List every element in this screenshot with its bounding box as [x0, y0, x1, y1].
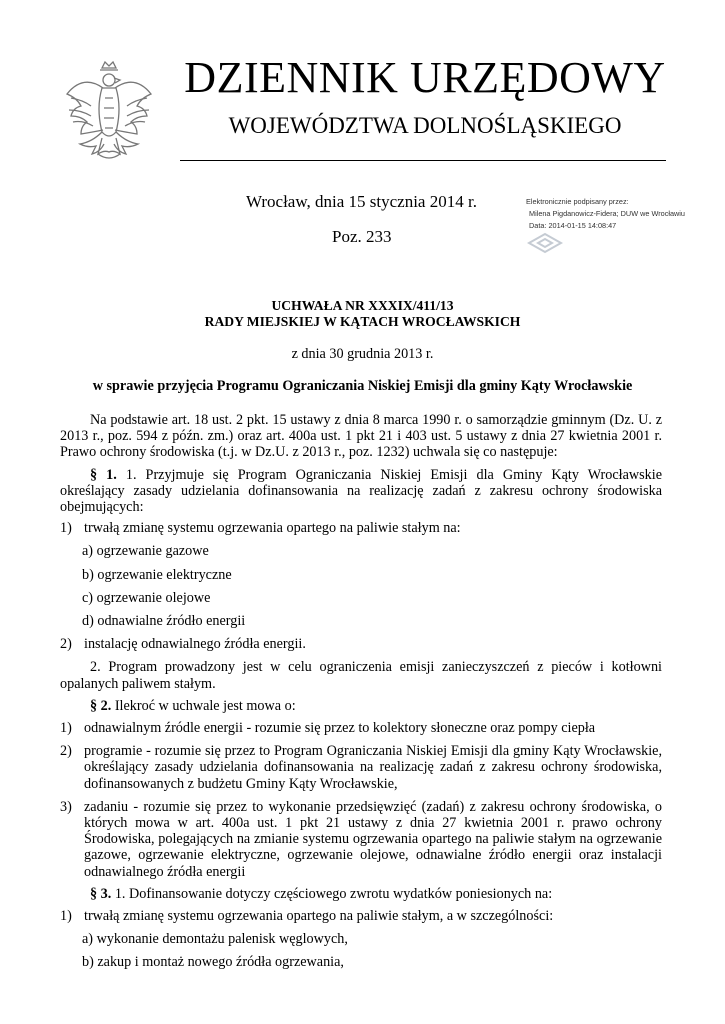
list-subitem: b) ogrzewanie elektryczne	[82, 566, 232, 583]
list-text: trwałą zmianę systemu ogrzewania opartego na paliwie stałym, a w szczególności:	[84, 908, 554, 925]
publication-date: Wrocław, dnia 15 stycznia 2014 r.	[246, 192, 477, 211]
list-number: 2)	[60, 636, 72, 653]
position-number: Poz. 233	[332, 227, 392, 246]
electronic-signature-block	[526, 196, 722, 232]
eagle-emblem-icon	[62, 58, 156, 166]
list-number: 1)	[60, 908, 72, 925]
list-subitem: a) ogrzewanie gazowe	[82, 543, 209, 560]
section-2-text: Ilekroć w uchwale jest mowa o:	[111, 697, 296, 714]
signature-watermark-icon	[527, 232, 563, 254]
list-number: 3)	[60, 798, 72, 815]
section-2-label: § 2.	[90, 697, 112, 714]
list-subitem: b) zakup i montaż nowego źródła ogrzewania,	[82, 954, 344, 971]
signature-line-1: Elektronicznie podpisany przez:	[526, 197, 629, 206]
section-1-paragraph-2: 2. Program prowadzony jest w celu ograniczenia emisji zanieczyszczeń z pieców i kotłowni opalanych paliwem stałym.	[60, 659, 662, 692]
preamble: Na podstawie art. 18 ust. 2 pkt. 15 ustawy z dnia 8 marca 1990 r. o samorządzie gminnym (Dz. U. z 2013 r., poz. 594 z późn. zm.) oraz art. 400a ust. 1 pkt 21 i 403 ust. 5 ustawy z dnia 27 kwietnia 2001 r. Prawo ochrony środowiska (t.j. w Dz.U. z 2013 r., poz. 1232) uchwala się co następuje:	[60, 412, 662, 461]
list-text: instalację odnawialnego źródła energii.	[84, 636, 306, 653]
list-item	[10, 520, 662, 536]
list-number: 2)	[60, 743, 72, 760]
list-text: programie - rozumie się przez to Program Ograniczania Niskiej Emisji dla gminy Kąty Wrocławskie, określający zasady udzielania dofinansowania na realizację zadań z zakresu ochrony środowiska, dofinansowanych z budżetu Gminy Kąty Wrocławskie,	[84, 743, 662, 792]
resolution-date: z dnia 30 grudnia 2013 r.	[291, 346, 434, 362]
list-subitem: c) ogrzewanie olejowe	[82, 589, 211, 606]
list-text: trwałą zmianę systemu ogrzewania opartego na paliwie stałym na:	[84, 520, 461, 537]
list-item	[10, 908, 662, 924]
signature-line-3: Data: 2014-01-15 14:08:47	[529, 221, 617, 230]
resolution-body	[60, 412, 662, 971]
list-subitem: a) wykonanie demontażu palenisk węglowych,	[82, 931, 348, 948]
section-2-intro	[60, 698, 662, 714]
signature-line-2: Milena Pigdanowicz-Fidera; DUW we Wrocławiu	[529, 209, 685, 218]
list-subitem: d) odnawialne źródło energii	[82, 613, 246, 630]
section-1-paragraph-1	[60, 467, 662, 516]
list-item	[10, 743, 662, 792]
resolution-council: RADY MIEJSKIEJ W KĄTACH WROCŁAWSKICH	[204, 314, 521, 329]
journal-title: DZIENNIK URZĘDOWY	[184, 53, 666, 102]
list-text: odnawialnym źródle energii - rozumie się przez to kolektory słoneczne oraz pompy ciepła	[84, 720, 596, 737]
section-3-label: § 3.	[90, 885, 112, 902]
section-1-text: 1. Przyjmuje się Program Ograniczania Niskiej Emisji dla Gminy Kąty Wrocławskie określający zasady udzielania dofinansowania na realizację zadań z zakresu ochrony środowiska obejmujących:	[60, 466, 662, 516]
list-number: 1)	[60, 720, 72, 737]
list-text: zadaniu - rozumie się przez to wykonanie przedsięwzięć (zadań) z zakresu ochrony środowiska, o których mowa w art. 400a ust. 1 pkt 21 ustawy z dnia 27 kwietnia 2001 r. prawo ochrony Środowiska, polegających na zmianie systemu ogrzewania opartego na paliwie stałym na ogrzewanie gazowe, ogrzewanie elektryczne, ogrzewanie olejowe, odnawialne źródło energii oraz instalacji odnawialnego źródła energii	[84, 798, 662, 880]
list-item	[10, 720, 662, 736]
list-number: 1)	[60, 520, 72, 537]
section-3-intro	[60, 886, 662, 902]
resolution-number: UCHWAŁA NR XXXIX/411/13	[271, 298, 454, 313]
header-divider	[180, 160, 666, 161]
list-item	[10, 799, 662, 880]
resolution-subject: w sprawie przyjęcia Programu Ograniczania Niskiej Emisji dla gminy Kąty Wrocławskie	[92, 378, 633, 394]
section-1-label: § 1.	[90, 466, 117, 483]
journal-subtitle: WOJEWÓDZTWA DOLNOŚLĄSKIEGO	[228, 113, 622, 138]
list-item	[10, 636, 662, 652]
section-3-text: 1. Dofinansowanie dotyczy częściowego zwrotu wydatków poniesionych na:	[111, 885, 553, 902]
